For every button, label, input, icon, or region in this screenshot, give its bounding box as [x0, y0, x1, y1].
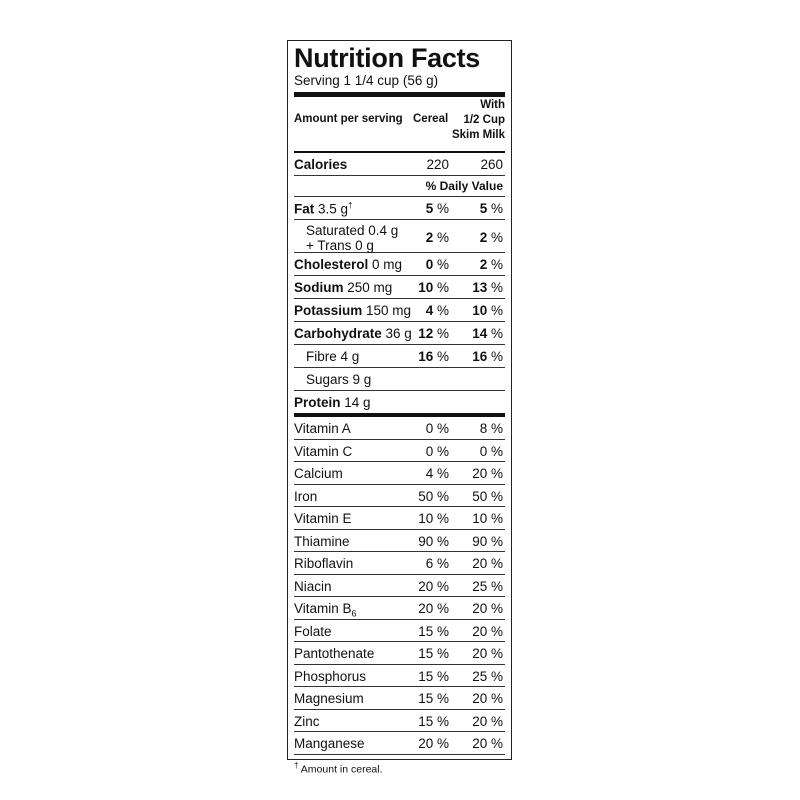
nutrient-name: Sodium 250 mg — [294, 280, 393, 295]
vitamin-name — [294, 691, 364, 706]
vitamin-row — [294, 710, 505, 733]
nutrient-milk-dv: 14 % — [472, 326, 503, 341]
dv-value: 4 — [425, 303, 434, 318]
nutrient-row — [294, 345, 505, 368]
nutrient-cereal-dv: 0 % — [425, 257, 449, 272]
nutrient-name — [294, 349, 359, 364]
daily-value-header: % Daily Value — [425, 179, 503, 193]
vitamin-name — [294, 579, 332, 594]
vitamin-name — [294, 736, 365, 751]
dv-value: 10 — [418, 280, 434, 295]
nutrient-name: Fat 3.5 g† — [294, 201, 353, 217]
vitamin-name — [294, 466, 343, 481]
nutrient-label: Carbohydrate — [294, 326, 382, 341]
vitamin-milk-dv: 20 % — [472, 691, 503, 706]
calories-label: Calories — [294, 157, 348, 172]
nutrient-cereal-dv: 5 % — [425, 201, 449, 216]
vitamin-label: Magnesium — [294, 691, 364, 706]
nutrient-cereal-dv: 2 % — [425, 230, 449, 245]
footnote — [294, 755, 505, 776]
nutrient-label: Fibre 4 g — [306, 349, 360, 364]
nutrient-mark: † — [348, 201, 353, 210]
vitamin-subscript: 6 — [351, 608, 357, 619]
vitamin-row — [294, 687, 505, 710]
vitamin-label: Vitamin B — [294, 601, 352, 616]
nutrient-cereal-dv: 10 % — [418, 280, 449, 295]
amount-per-serving-header: Amount per serving — [294, 113, 403, 125]
vitamin-row — [294, 597, 505, 620]
vitamin-milk-dv: 20 % — [472, 466, 503, 481]
calories-row — [294, 153, 505, 176]
milk-column-header — [452, 98, 505, 143]
nutrient-cereal-dv: 4 % — [425, 303, 449, 318]
dv-value: 2 — [479, 257, 488, 272]
vitamin-label: Phosphorus — [294, 668, 367, 684]
nutrient-rows — [294, 197, 505, 413]
vitamin-label: Thiamine — [294, 533, 350, 549]
calories-milk: 260 — [480, 157, 503, 172]
vitamin-row — [294, 575, 505, 598]
vitamin-label: Iron — [294, 488, 318, 504]
vitamin-name — [294, 669, 366, 684]
vitamin-name — [294, 556, 353, 571]
vitamin-milk-dv: 25 % — [472, 578, 503, 594]
vitamin-milk-dv: 90 % — [472, 533, 503, 549]
vitamin-cereal-dv: 20 % — [418, 736, 449, 751]
nutrient-name: Potassium 150 mg — [294, 303, 412, 318]
dv-value: 5 — [425, 201, 434, 216]
vitamin-cereal-dv: 50 % — [418, 488, 449, 504]
vitamin-label: Vitamin E — [294, 511, 352, 526]
nutrient-cereal-dv: 16 % — [418, 349, 449, 364]
serving-size: Serving 1 1/4 cup (56 g) — [294, 73, 439, 88]
vitamin-label: Zinc — [294, 713, 320, 729]
vitamin-cereal-dv: 15 % — [418, 668, 449, 684]
dv-value: 0 — [425, 257, 434, 272]
nutrient-name: Carbohydrate 36 g — [294, 326, 412, 341]
calories-cereal: 220 — [426, 157, 449, 172]
dv-value: 5 — [479, 201, 488, 216]
vitamin-cereal-dv: 0 % — [425, 443, 449, 459]
nutrient-name: Cholesterol 0 mg — [294, 257, 403, 272]
vitamin-cereal-dv: 0 % — [425, 421, 449, 436]
vitamin-name — [294, 421, 351, 436]
nutrient-name: Protein 14 g — [294, 395, 371, 410]
nutrient-label: Cholesterol — [294, 257, 369, 272]
cereal-column-header: Cereal — [413, 113, 449, 125]
nutrient-row — [294, 197, 505, 220]
dv-value: 2 — [479, 230, 488, 245]
nutrient-row — [294, 253, 505, 276]
dv-value: 2 — [425, 230, 434, 245]
vitamin-cereal-dv: 20 % — [418, 601, 449, 616]
nutrient-name — [294, 372, 371, 387]
vitamin-milk-dv: 20 % — [472, 623, 503, 639]
dv-value: 12 — [418, 326, 434, 341]
footnote-mark: † — [294, 760, 299, 770]
nutrient-row — [294, 276, 505, 299]
nutrient-row — [294, 368, 505, 391]
vitamin-milk-dv: 10 % — [472, 511, 503, 526]
vitamin-cereal-dv: 15 % — [418, 623, 449, 639]
vitamin-label: Folate — [294, 623, 332, 639]
vitamin-cereal-dv: 6 % — [425, 556, 449, 571]
vitamin-row — [294, 732, 505, 755]
milk-header-line: 1/2 Cup — [463, 114, 505, 126]
vitamin-row — [294, 530, 505, 553]
nutrient-label: Sugars 9 g — [306, 372, 372, 387]
nutrition-facts-label — [287, 40, 512, 775]
column-header — [294, 97, 505, 153]
vitamin-cereal-dv: 15 % — [418, 691, 449, 706]
nutrient-row — [294, 391, 505, 413]
nutrient-label: Potassium — [294, 303, 363, 318]
nutrient-cereal-dv: 12 % — [418, 326, 449, 341]
dv-value: 16 — [418, 349, 434, 364]
nutrient-row — [294, 220, 505, 253]
vitamin-row — [294, 417, 505, 440]
vitamin-row — [294, 440, 505, 463]
dv-value: 13 — [472, 280, 488, 295]
milk-header-line: With — [480, 99, 505, 111]
milk-header-line: Skim Milk — [451, 129, 505, 141]
vitamin-row — [294, 642, 505, 665]
vitamin-milk-dv: 25 % — [472, 668, 503, 684]
vitamin-milk-dv: 20 % — [472, 556, 503, 571]
nutrient-row — [294, 322, 505, 345]
vitamin-rows — [294, 417, 505, 755]
vitamin-row — [294, 620, 505, 643]
vitamin-milk-dv: 20 % — [472, 646, 503, 661]
nutrient-label: Saturated 0.4 g — [306, 223, 399, 238]
nutrient-row — [294, 299, 505, 322]
vitamin-name — [294, 714, 320, 729]
vitamin-name — [294, 646, 374, 661]
vitamin-label: Niacin — [294, 578, 332, 594]
vitamin-cereal-dv: 90 % — [418, 533, 449, 549]
vitamin-cereal-dv: 10 % — [418, 511, 449, 526]
vitamin-row — [294, 552, 505, 575]
vitamin-label: Pantothenate — [294, 646, 375, 661]
vitamin-name — [294, 444, 352, 459]
nutrient-milk-dv: 10 % — [472, 303, 503, 318]
vitamin-label: Calcium — [294, 466, 343, 481]
vitamin-milk-dv: 0 % — [479, 443, 503, 459]
nutrient-milk-dv: 2 % — [479, 230, 503, 245]
nutrient-milk-dv: 5 % — [479, 201, 503, 216]
nutrient-label: Fat — [294, 201, 315, 217]
vitamin-cereal-dv: 15 % — [418, 713, 449, 729]
vitamin-name — [294, 489, 317, 504]
vitamin-milk-dv: 20 % — [472, 713, 503, 729]
vitamin-cereal-dv: 20 % — [418, 578, 449, 594]
vitamin-milk-dv: 50 % — [472, 488, 503, 504]
vitamin-row — [294, 462, 505, 485]
nutrient-milk-dv: 16 % — [472, 349, 503, 364]
vitamin-row — [294, 507, 505, 530]
vitamin-label: Vitamin C — [294, 443, 353, 459]
nutrient-name — [294, 223, 398, 253]
nutrient-milk-dv: 2 % — [479, 257, 503, 272]
nutrient-label: Sodium — [294, 280, 344, 295]
footnote-text: Amount in cereal. — [300, 763, 383, 775]
daily-value-header-row — [294, 176, 505, 197]
vitamin-milk-dv: 8 % — [479, 421, 503, 436]
vitamin-label: Manganese — [294, 736, 365, 751]
dv-value: 16 — [472, 349, 488, 364]
vitamin-cereal-dv: 15 % — [418, 646, 449, 661]
label-title: Nutrition Facts — [294, 43, 481, 73]
nutrient-label-2: + Trans 0 g — [306, 238, 374, 253]
vitamin-row — [294, 665, 505, 688]
vitamin-label: Riboflavin — [294, 556, 354, 571]
dv-value: 10 — [472, 303, 488, 318]
nutrient-milk-dv: 13 % — [472, 280, 503, 295]
vitamin-cereal-dv: 4 % — [425, 466, 449, 481]
nutrient-label: Protein — [294, 395, 341, 410]
vitamin-row — [294, 485, 505, 508]
vitamin-name — [294, 534, 350, 549]
vitamin-name — [294, 601, 357, 619]
vitamin-milk-dv: 20 % — [472, 601, 503, 616]
vitamin-label: Vitamin A — [294, 421, 351, 436]
vitamin-milk-dv: 20 % — [472, 736, 503, 751]
dv-value: 14 — [472, 326, 488, 341]
vitamin-name — [294, 624, 332, 639]
vitamin-name — [294, 511, 352, 526]
